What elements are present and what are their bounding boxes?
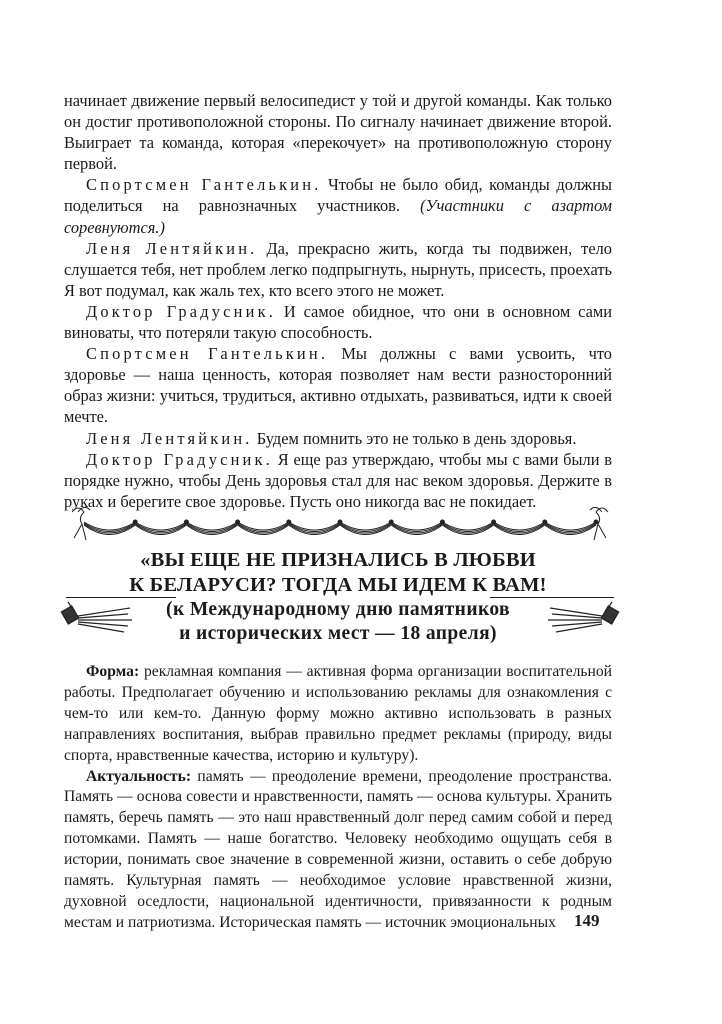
speaker-name: Леня Лентяйкин. xyxy=(86,428,253,448)
speaker-name: Спортсмен Гантелькин. xyxy=(86,344,329,364)
section-body xyxy=(64,662,612,934)
paragraph-text: память — преодоление времени, преодоление пространства. Память — основа совести и нравственности, память — основа культуры. Хранить память, беречь память — это наш нравственный долг перед самим собой и перед потомками. Память — наше богатство. Человеку необходимо ощущать себя в истории, понимать свое значение в современной жизни, оставить о себе добрую память. Культурная память — необходимое условие нравственной жизни, духовной оседлости, национальной идентичности, привязанности к родным местам и патриотизма. Историческая память — источник эмоциональных xyxy=(64,767,612,931)
speech: Я еще раз утверждаю, чтобы мы с вами были в порядке нужно, чтобы День здоровья стал для нас веком здоровья. Держите в руках и берегите свое здоровье. Пусть оно никогда вас не покидает. xyxy=(64,449,612,511)
paragraph: начинает движение первый велосипедист у той и другой команды. Как только он достиг противоположной стороны. По сигналу начинает движение второй. Выиграет та команда, которая «перекочует» на противоположную сторону первой. xyxy=(64,91,612,174)
dialogue-block xyxy=(64,90,612,512)
speaker-name: Спортсмен Гантелькин. xyxy=(86,175,322,195)
speech: Мы должны с вами усвоить, что здоровье — наша ценность, которая позволяет нам вести разносторонний образ жизни: учиться, трудиться, активно отдыхать, развиваться, идти к своей мечте. xyxy=(64,344,612,427)
term-label: Форма: xyxy=(86,663,140,680)
garland-knot xyxy=(594,520,598,524)
paragraph xyxy=(64,428,612,449)
speaker-name: Доктор Градусник. xyxy=(86,449,273,469)
title-line: К БЕЛАРУСИ? ТОГДА МЫ ИДЕМ К ВАМ! xyxy=(129,574,547,596)
subtitle-line: и исторических мест — 18 апреля) xyxy=(179,623,497,644)
title-line: «ВЫ ЕЩЕ НЕ ПРИЗНАЛИСЬ В ЛЮБВИ xyxy=(140,549,536,571)
paragraph xyxy=(64,662,612,767)
speaker-name: Леня Лентяйкин. xyxy=(86,238,258,258)
paragraph xyxy=(64,301,612,343)
stage-direction: (Участники с азартом соревнуются.) xyxy=(64,196,613,237)
speech: Да, прекрасно жить, когда ты подвижен, тело слушается тебя, нет проблем легко подпрыгнуть, нырнуть, присесть, проехать Я вот подумал, как жаль тех, кто всего этого не может. xyxy=(64,238,612,300)
speech: Будем помнить это не только в день здоровья. xyxy=(252,428,577,448)
section-title xyxy=(64,548,612,598)
section-subtitle xyxy=(64,598,612,646)
term-label: Актуальность: xyxy=(86,767,192,785)
paragraph xyxy=(64,238,612,301)
paragraph xyxy=(64,767,612,934)
subtitle-line: (к Международному дню памятников xyxy=(166,599,510,620)
page-number: 149 xyxy=(574,911,600,930)
speech: Чтобы не было обид, команды должны поделиться на равнозначных участников. xyxy=(64,175,613,216)
paragraph xyxy=(64,449,612,512)
paragraph-text: рекламная компания — активная форма организации воспитательной работы. Предполагает обучению и использованию рекламы для ознакомления с чем-то или кем-то. Данную форму можно активно использовать в разных направлениях воспитания, выбрав правильно предмет рекламы (природу, виды спорта, нравственные качества, историю и культуру). xyxy=(64,663,612,764)
paragraph xyxy=(64,343,612,427)
speaker-name: Доктор Градусник. xyxy=(86,301,277,321)
paragraph xyxy=(64,174,612,237)
speech: И самое обидное, что они в основном сами виноваты, что потеряли такую способность. xyxy=(64,301,612,343)
